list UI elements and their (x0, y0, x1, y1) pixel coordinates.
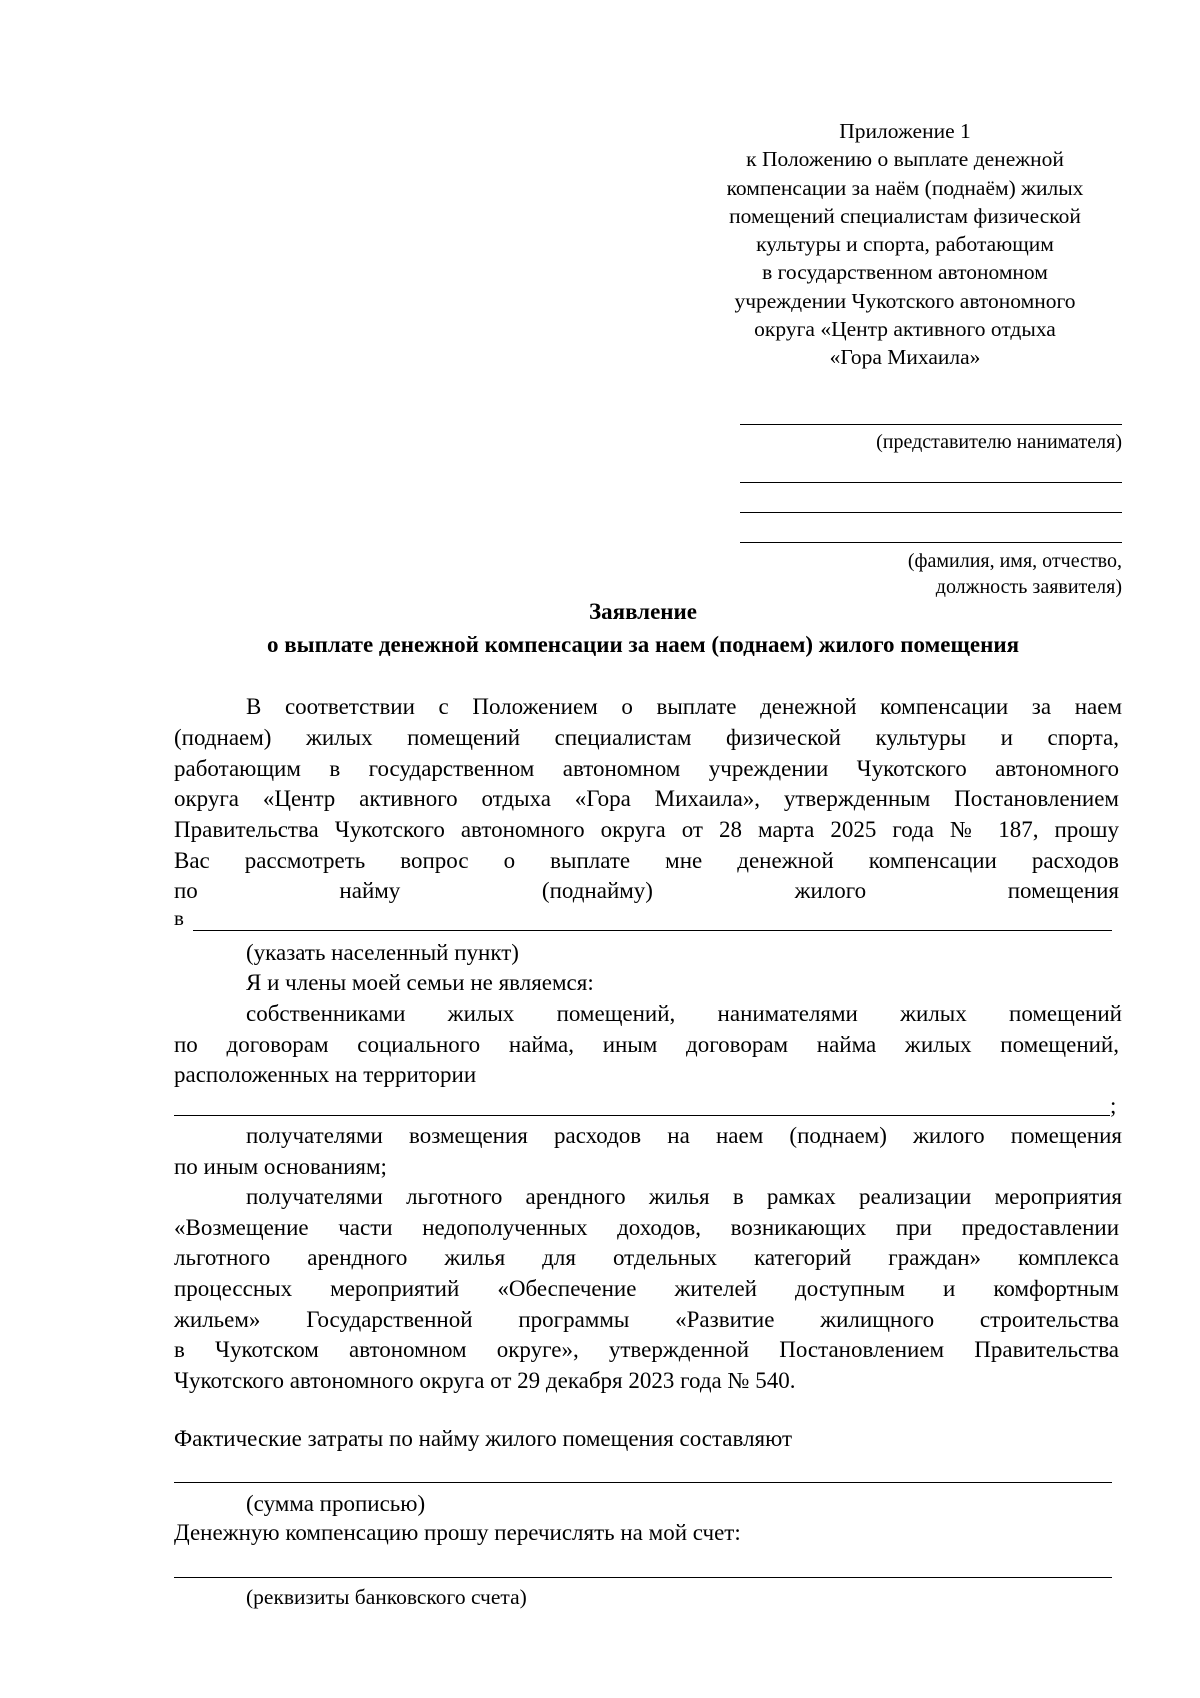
transfer-text: Денежную компенсацию прошу перечислять на мой счет: (174, 1520, 741, 1545)
body-line: собственниками жилых помещений, нанимателями жилых помещений (246, 1001, 1122, 1026)
applicant-field-line-1[interactable] (740, 482, 1122, 483)
appendix-line: учреждении Чукотского автономного (734, 288, 1076, 313)
document-subtitle: о выплате денежной компенсации за наем (поднаем) жилого помещения (266, 632, 1020, 657)
body-line: по найму (поднайму) жилого помещения (174, 878, 1119, 903)
body-line: в Чукотском автономном округе», утвержденной Постановлением Правительства (174, 1337, 1119, 1362)
body-line: процессных мероприятий «Обеспечение жителей доступным и комфортным (174, 1276, 1119, 1301)
appendix-line: округа «Центр активного отдыха (754, 317, 1056, 342)
representative-caption: (представителю нанимателя) (876, 431, 1122, 453)
body-line: «Возмещение части недополученных доходов, возникающих при предоставлении (174, 1215, 1119, 1240)
sum-caption: (сумма прописью) (246, 1491, 426, 1516)
body-line: В соответствии с Положением о выплате денежной компенсации за наем (246, 694, 1122, 719)
applicant-field-line-3[interactable] (740, 542, 1122, 543)
body-line: Чукотского автономного округа от 29 декабря 2023 года № 540. (174, 1368, 796, 1393)
appendix-line: «Гора Михаила» (829, 345, 981, 370)
body-line: (поднаем) жилых помещений специалистам физической культуры и спорта, (174, 725, 1119, 750)
body-line: получателями возмещения расходов на наем (поднаем) жилого помещения (246, 1123, 1122, 1148)
body-line: по иным основаниям; (174, 1154, 387, 1179)
applicant-field-line-2[interactable] (740, 512, 1122, 513)
body-line: жильем» Государственной программы «Развитие жилищного строительства (174, 1307, 1119, 1332)
not-member-statement: Я и члены моей семьи не являемся: (246, 970, 594, 995)
appendix-line: Приложение 1 (839, 119, 971, 143)
appendix-line: компенсации за наём (поднаём) жилых (726, 175, 1084, 200)
body-line: Правительства Чукотского автономного округа от 28 марта 2025 года № 187, прошу (174, 817, 1119, 842)
body-line: округа «Центр активного отдыха «Гора Михаила», утвержденным Постановлением (174, 786, 1119, 811)
semicolon: ; (1110, 1093, 1117, 1118)
appendix-line: к Положению о выплате денежной (746, 147, 1064, 172)
sum-field[interactable] (174, 1482, 1112, 1483)
appendix-header (705, 117, 1105, 372)
bank-caption: (реквизиты банковского счета) (246, 1585, 527, 1609)
applicant-caption-1: (фамилия, имя, отчество, (907, 550, 1122, 572)
in-prefix: в (174, 906, 184, 930)
body-line: льготного арендного жилья для отдельных категорий граждан» комплекса (174, 1245, 1119, 1270)
settlement-caption: (указать населенный пункт) (246, 940, 519, 965)
bank-details-field[interactable] (174, 1577, 1112, 1578)
document-title: Заявление (588, 599, 698, 624)
body-line: работающим в государственном автономном учреждении Чукотского автономного (174, 756, 1119, 781)
appendix-line: помещений специалистам физической (729, 203, 1081, 228)
costs-text: Фактические затраты по найму жилого помещения составляют (174, 1426, 793, 1451)
body-line: расположенных на территории (174, 1062, 477, 1087)
body-line: по договорам социального найма, иным договорам найма жилых помещений, (174, 1032, 1119, 1057)
representative-name-field[interactable] (740, 424, 1122, 425)
appendix-line: в государственном автономном (762, 260, 1048, 285)
territory-field[interactable] (174, 1115, 1110, 1116)
appendix-line: культуры и спорта, работающим (756, 232, 1054, 257)
settlement-field[interactable] (193, 930, 1112, 931)
body-line: Вас рассмотреть вопрос о выплате мне денежной компенсации расходов (174, 848, 1119, 873)
applicant-caption-2: должность заявителя) (935, 576, 1122, 598)
body-line: получателями льготного арендного жилья в рамках реализации мероприятия (246, 1184, 1122, 1209)
